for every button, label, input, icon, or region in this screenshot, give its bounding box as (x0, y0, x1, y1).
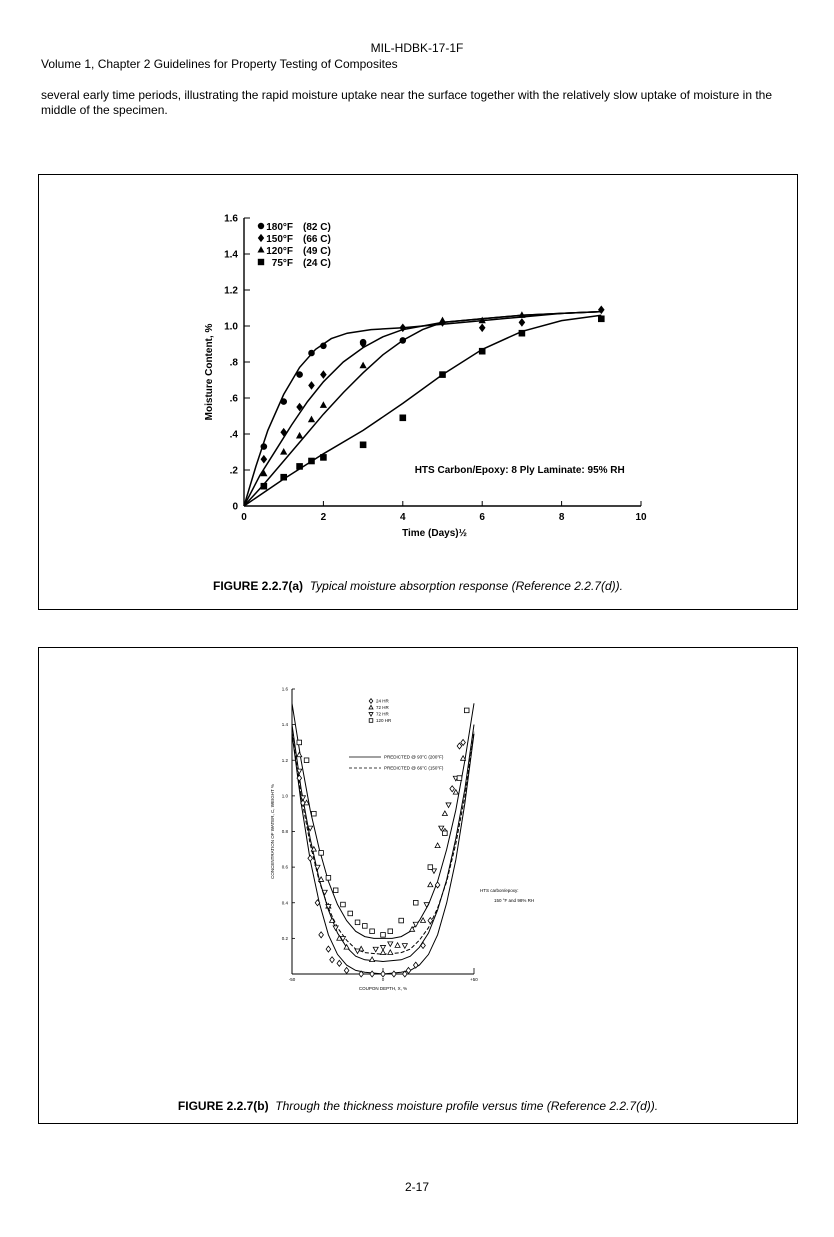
figure-b-caption-text: Through the thickness moisture profile versus time (Reference 2.2.7(d)). (275, 1099, 659, 1113)
y-tick-label: 1.6 (281, 686, 288, 692)
data-point-tri-down (388, 942, 393, 947)
y-axis-label: Moisture Content, % (204, 323, 215, 421)
fit-curve-circle (244, 312, 601, 506)
legend-label: 120 HR (376, 718, 392, 723)
data-point-triangle (421, 918, 426, 923)
data-point-square (370, 929, 375, 934)
x-tick-label: 10 (635, 512, 647, 523)
data-point-square (360, 442, 367, 449)
legend-marker-square (369, 719, 373, 723)
legend-marker-tri-down (369, 713, 373, 717)
y-tick-label: .2 (229, 465, 238, 477)
moisture-profile-chart (39, 648, 797, 1123)
data-point-square (312, 811, 317, 816)
y-tick-label: 1.2 (281, 757, 288, 763)
data-point-diamond (308, 855, 313, 861)
data-point-diamond (428, 918, 433, 924)
data-point-square (400, 415, 407, 422)
legend-label: 120°F (266, 246, 293, 257)
legend-alt-label: (66 C) (303, 234, 331, 245)
data-point-square (319, 851, 324, 856)
data-point-triangle (359, 362, 366, 369)
figure-a-caption-label: FIGURE 2.2.7(a) (213, 579, 304, 593)
x-tick-label: 2 (320, 512, 327, 523)
data-point-square (519, 330, 526, 337)
x-tick-label: 6 (479, 512, 485, 523)
data-point-diamond (457, 743, 462, 749)
data-point-triangle (370, 957, 375, 962)
legend-marker-triangle (257, 246, 264, 252)
data-point-square (261, 483, 268, 490)
data-point-triangle (395, 943, 400, 948)
data-point-tri-down (355, 949, 360, 954)
moisture-absorption-chart (39, 175, 797, 609)
data-point-square (341, 902, 346, 907)
data-point-diamond (370, 971, 375, 977)
data-point-triangle (297, 752, 302, 757)
chart-annotation: HTS Carbon/Epoxy: 8 Ply Laminate: 95% RH (414, 465, 625, 476)
data-point-diamond (435, 882, 440, 888)
data-point-diamond (519, 318, 526, 327)
data-point-tri-down (402, 944, 407, 949)
data-point-triangle (308, 416, 315, 423)
data-point-square (381, 933, 386, 938)
data-point-square (363, 924, 368, 929)
y-tick-label: 0 (232, 501, 238, 513)
data-point-square (304, 758, 309, 763)
legend-marker-triangle (369, 705, 373, 709)
x-tick-label: +50 (470, 977, 478, 982)
x-tick-label: -50 (288, 977, 296, 982)
fit-curve-triangle (244, 312, 601, 506)
data-point-tri-down (373, 947, 378, 952)
legend-line-label: PREDICTED @ 66°C (150°F) (384, 765, 444, 771)
legend-alt-label: (24 C) (303, 258, 331, 269)
data-point-diamond (598, 306, 605, 315)
legend-alt-label: (82 C) (303, 222, 331, 233)
data-point-diamond (326, 946, 331, 952)
data-point-circle (308, 350, 315, 357)
y-tick-label: .4 (229, 429, 238, 441)
data-point-diamond (406, 967, 411, 973)
y-tick-label: 1.4 (224, 249, 238, 261)
data-point-square (355, 920, 360, 925)
figure-b-caption-label: FIGURE 2.2.7(b) (177, 1099, 269, 1113)
data-point-square (457, 776, 462, 781)
chapter-title: Volume 1, Chapter 2 Guidelines for Property Testing of Composites (41, 57, 398, 71)
data-point-circle (261, 443, 268, 450)
data-point-square (333, 888, 338, 893)
data-point-diamond (308, 381, 315, 390)
data-point-tri-down (333, 926, 338, 931)
legend-line-label: PREDICTED @ 93°C (200°F) (384, 754, 444, 760)
y-tick-label: .6 (229, 393, 238, 405)
profile-curve-dashed (292, 732, 474, 955)
data-point-diamond (261, 455, 268, 464)
x-tick-label: 0 (241, 512, 247, 523)
data-point-square (297, 740, 302, 745)
data-point-triangle (296, 432, 303, 439)
data-point-triangle (453, 790, 458, 795)
data-point-triangle (388, 950, 393, 955)
data-point-square (326, 876, 331, 881)
data-point-diamond (461, 739, 466, 745)
data-point-diamond (319, 932, 324, 938)
data-point-square (413, 900, 418, 905)
legend-label: 24 HR (376, 698, 389, 704)
x-axis-label: Time (Days)½ (402, 528, 467, 539)
legend-marker-diamond (369, 699, 373, 704)
y-tick-label: 1.4 (281, 722, 288, 728)
data-point-triangle (435, 843, 440, 848)
data-point-square (428, 865, 433, 870)
page-number: 2-17 (404, 1180, 430, 1194)
data-point-triangle (320, 401, 327, 408)
fit-curve-diamond (244, 312, 601, 506)
data-point-tri-down (446, 803, 451, 808)
data-point-square (348, 911, 353, 916)
legend-label: 72 HR (376, 711, 389, 717)
data-point-diamond (392, 971, 397, 977)
data-point-tri-down (439, 826, 444, 831)
data-point-square (439, 371, 446, 378)
data-point-triangle (428, 882, 433, 887)
data-point-square (308, 458, 315, 465)
data-point-diamond (479, 324, 486, 333)
legend-marker-circle (258, 223, 264, 229)
legend-label: 75°F (271, 258, 293, 269)
data-point-diamond (450, 786, 455, 792)
data-point-diamond (344, 967, 349, 973)
data-point-square (280, 474, 287, 481)
x-tick-label: 0 (381, 977, 385, 982)
legend-marker-square (258, 259, 264, 265)
data-point-circle (280, 398, 287, 405)
data-point-circle (296, 371, 303, 378)
data-point-triangle (442, 811, 447, 816)
data-point-circle (320, 343, 327, 350)
document-id: MIL-HDBK-17-1F (370, 41, 464, 55)
y-axis-label: CONCENTRATION OF WATER, C, WEIGHT % (270, 784, 275, 879)
legend-label: 72 HR (376, 705, 389, 710)
chart-annotation-line2: 150 °F and 98% RH (494, 898, 535, 903)
data-point-diamond (330, 957, 335, 963)
data-point-tri-down (315, 865, 320, 870)
figure-b-caption (39, 1099, 797, 1113)
chart-annotation-line1: HTS carbon/epoxy: (480, 888, 519, 893)
x-axis-label: COUPON DEPTH, X, % (358, 986, 408, 991)
data-point-triangle (280, 448, 287, 455)
legend-alt-label: (49 C) (303, 246, 331, 257)
legend-label: 150°F (266, 234, 293, 245)
fit-curve-square (244, 315, 601, 506)
data-point-diamond (320, 370, 327, 379)
x-tick-label: 8 (558, 512, 565, 523)
legend-marker-diamond (258, 234, 264, 242)
data-point-square (399, 918, 404, 923)
data-point-square (443, 831, 448, 836)
y-tick-label: 1.0 (224, 321, 238, 333)
legend-label: 180°F (266, 222, 293, 233)
x-tick-label: 4 (400, 512, 406, 523)
data-point-square (479, 348, 486, 355)
y-tick-label: .8 (229, 357, 238, 369)
data-point-square (388, 929, 393, 934)
y-tick-label: 1.2 (224, 285, 238, 297)
figure-a (38, 174, 798, 610)
figure-a-caption (39, 579, 797, 593)
data-point-square (598, 316, 605, 323)
data-point-diamond (413, 962, 418, 968)
data-point-square (296, 463, 303, 470)
figure-a-caption-text: Typical moisture absorption response (Reference 2.2.7(d)). (309, 579, 623, 593)
y-tick-label: 0.6 (281, 864, 288, 870)
profile-curve-solid (292, 725, 474, 962)
data-point-tri-down (380, 945, 385, 950)
data-point-diamond (337, 960, 342, 966)
figure-b (38, 647, 798, 1124)
y-tick-label: 0.4 (281, 900, 288, 906)
data-point-triangle (439, 317, 446, 324)
y-tick-label: 0.2 (281, 935, 288, 941)
body-paragraph: several early time periods, illustrating the rapid moisture uptake near the surface together with the relatively slow uptake of moisture in the middle of the specimen. (41, 88, 773, 117)
y-tick-label: 1.6 (224, 213, 238, 225)
y-tick-label: 1.0 (281, 793, 288, 799)
data-point-square (320, 454, 327, 461)
data-point-square (464, 708, 469, 713)
y-tick-label: 0.8 (281, 829, 288, 834)
